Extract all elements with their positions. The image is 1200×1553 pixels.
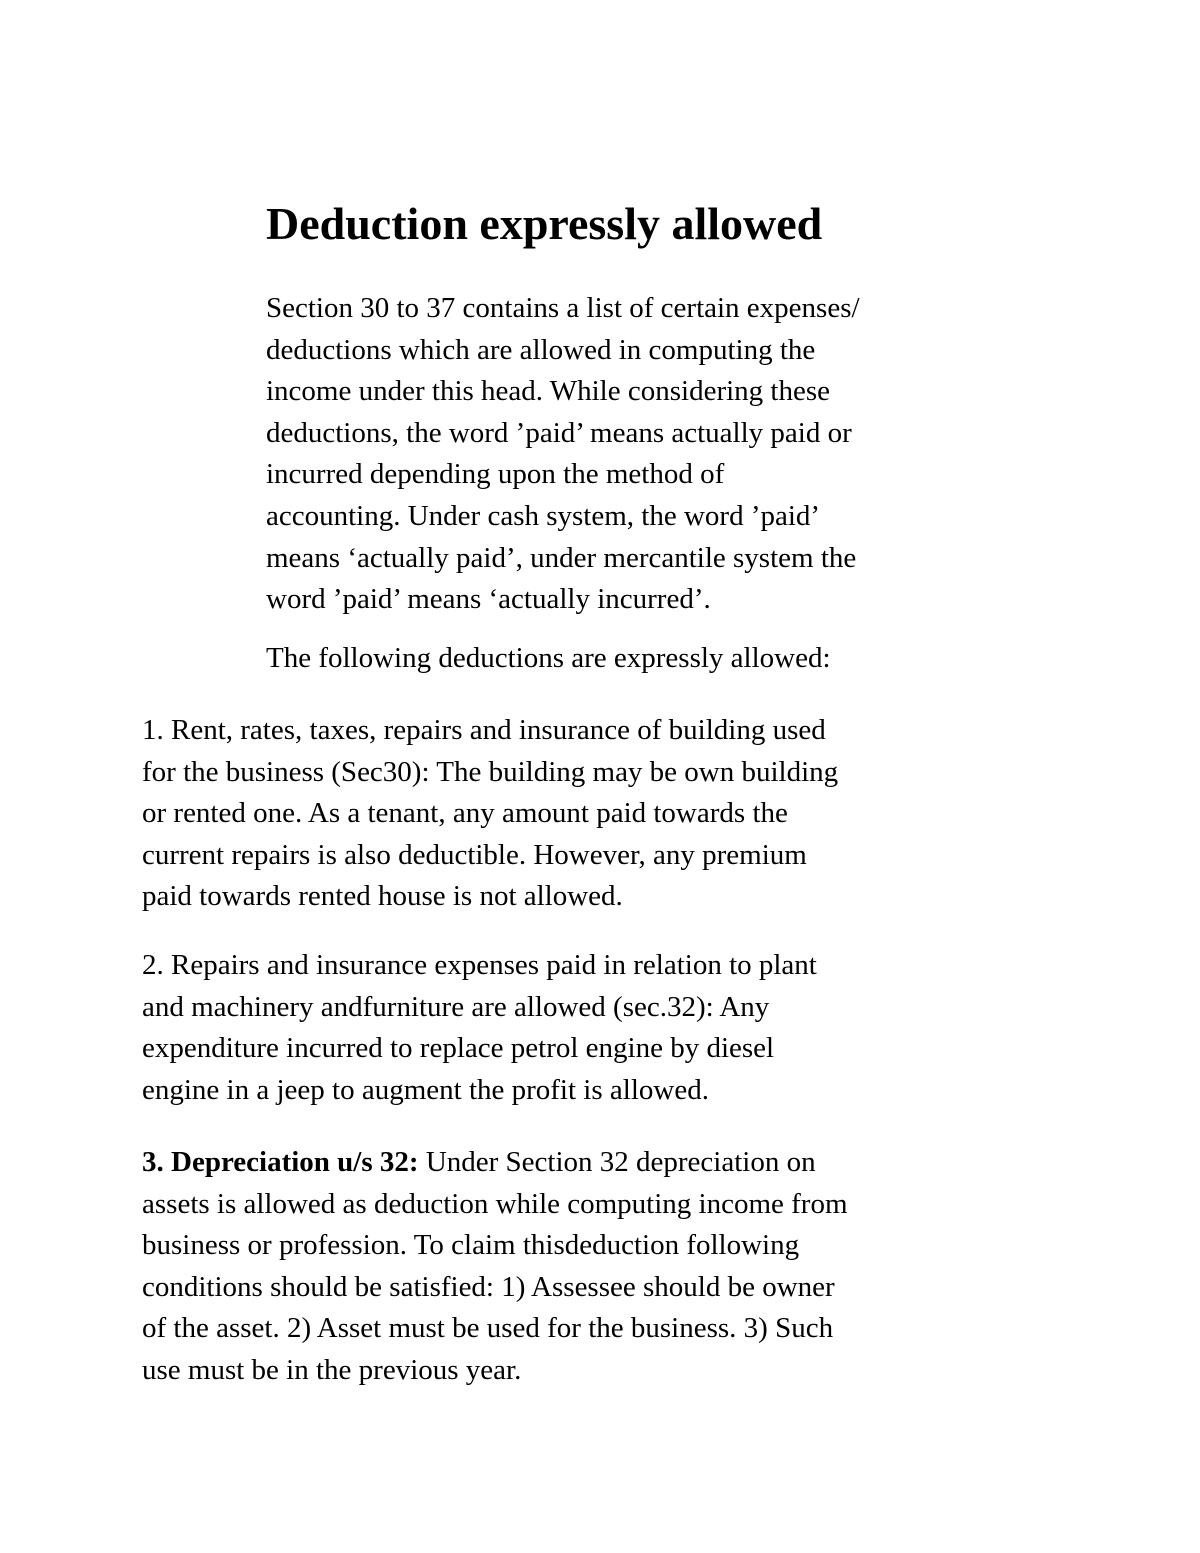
intro-line: Section 30 to 37 contains a list of certain expenses/ bbox=[266, 292, 860, 324]
item-heading-rest: Under Section 32 depreciation on bbox=[418, 1146, 816, 1178]
item-line: for the business (Sec30): The building may be own building bbox=[142, 755, 839, 788]
item-line: conditions should be satisfied: 1) Assessee should be owner bbox=[142, 1270, 835, 1303]
deduction-item-2 bbox=[142, 945, 942, 1111]
intro-line: deductions, the word ’paid’ means actually paid or bbox=[266, 416, 852, 449]
item-line: assets is allowed as deduction while computing income from bbox=[142, 1187, 848, 1220]
deduction-item-1 bbox=[142, 710, 942, 918]
lead-sentence: The following deductions are expressly allowed: bbox=[266, 642, 831, 674]
item-line-first bbox=[142, 1142, 942, 1184]
page-title: Deduction expressly allowed bbox=[266, 198, 823, 249]
item-line: of the asset. 2) Asset must be used for the business. 3) Such bbox=[142, 1312, 834, 1345]
item-line: expenditure incurred to replace petrol engine by diesel bbox=[142, 1032, 775, 1065]
intro-line: accounting. Under cash system, the word ’paid’ bbox=[266, 499, 821, 532]
item-line: engine in a jeep to augment the profit is allowed. bbox=[142, 1073, 709, 1106]
item-line: paid towards rented house is not allowed. bbox=[142, 880, 623, 913]
intro-line: means ‘actually paid’, under mercantile system the bbox=[266, 541, 857, 574]
item-line: current repairs is also deductible. However, any premium bbox=[142, 838, 807, 871]
item-line: 1. Rent, rates, taxes, repairs and insurance of building used bbox=[142, 714, 826, 746]
item-line: business or profession. To claim thisdeduction following bbox=[142, 1229, 800, 1262]
item-line: 2. Repairs and insurance expenses paid in relation to plant bbox=[142, 949, 817, 981]
deduction-item-3 bbox=[142, 1142, 942, 1392]
item-heading: 3. Depreciation u/s 32: bbox=[142, 1146, 419, 1178]
item-line: use must be in the previous year. bbox=[142, 1353, 522, 1386]
intro-paragraph bbox=[266, 288, 926, 621]
item-line: or rented one. As a tenant, any amount paid towards the bbox=[142, 797, 788, 830]
intro-line: word ’paid’ means ‘actually incurred’. bbox=[266, 583, 711, 616]
intro-line: incurred depending upon the method of bbox=[266, 458, 725, 491]
item-line: and machinery andfurniture are allowed (sec.32): Any bbox=[142, 990, 770, 1023]
intro-line: deductions which are allowed in computing the bbox=[266, 333, 816, 366]
intro-line: income under this head. While considering these bbox=[266, 375, 830, 408]
